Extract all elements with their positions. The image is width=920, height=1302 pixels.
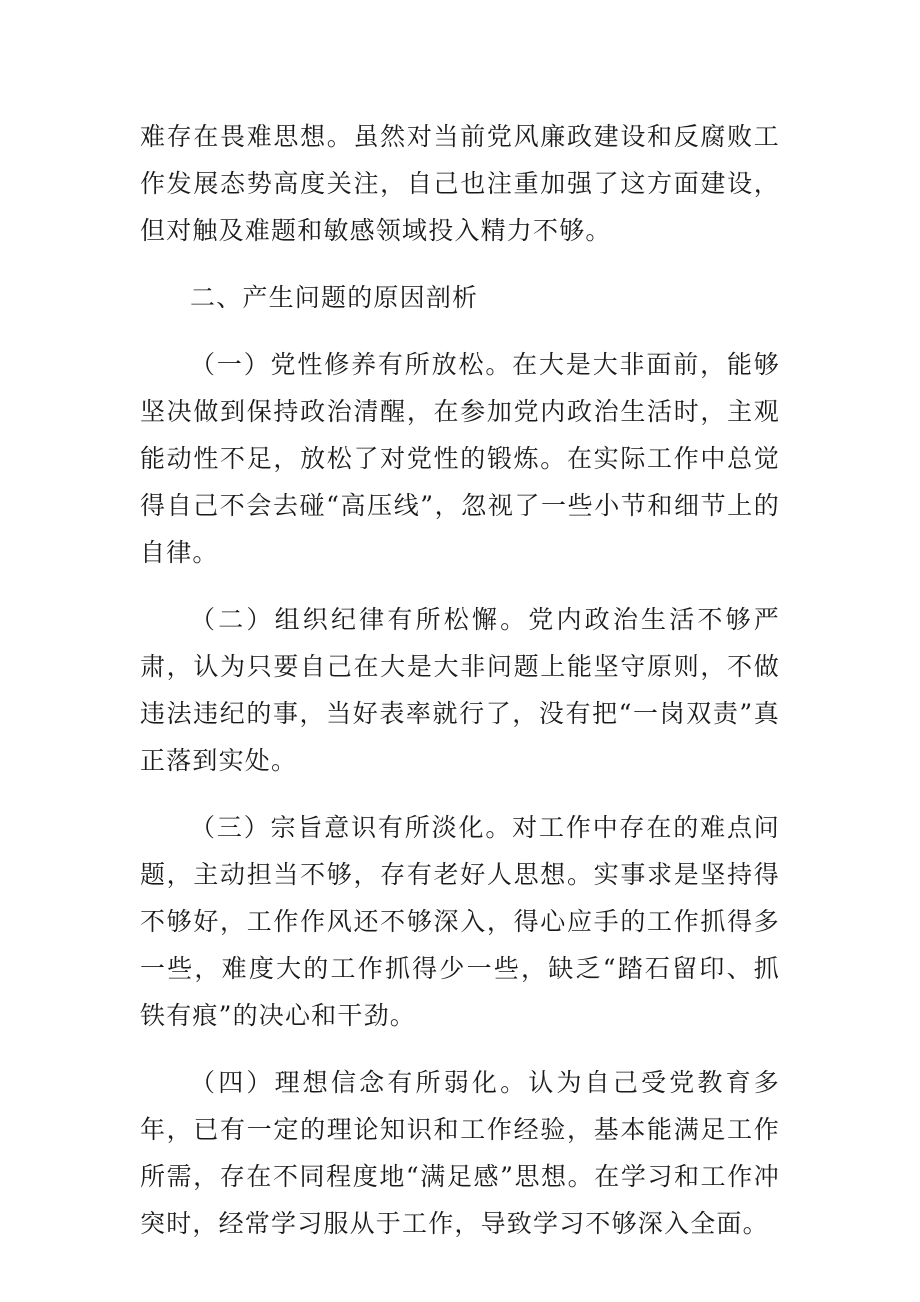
paragraph-discipline: （二）组织纪律有所松懈。党内政治生活不够严肃，认为只要自己在大是大非问题上能坚守原则，不做违法违纪的事，当好表率就行了，没有把“一岗双责”真正落到实处。 [140,605,780,775]
paragraph-ideals: （四）理想信念有所弱化。认为自己受党教育多年，已有一定的理论知识和工作经验，基本能满足工作所需，存在不同程度地“满足感”思想。在学习和工作冲突时，经常学习服从于工作，导致学习不够深入全面。 [140,1068,780,1238]
paragraph-party-spirit: （一）党性修养有所放松。在大是大非面前，能够坚决做到保持政治清醒，在参加党内政治生活时，主观能动性不足，放松了对党性的锻炼。在实际工作中总觉得自己不会去碰“高压线”，忽视了一些小节和细节上的自律。 [140,350,780,567]
section-heading: 二、产生问题的原因剖析 [190,283,479,312]
paragraph-continuation: 难存在畏难思想。虽然对当前党风廉政建设和反腐败工作发展态势高度关注，自己也注重加强了这方面建设，但对触及难题和敏感领域投入精力不够。 [140,122,780,245]
document-body [140,113,780,1267]
paragraph-purpose: （三）宗旨意识有所淡化。对工作中存在的难点问题，主动担当不够，存有老好人思想。实事求是坚持得不够好，工作作风还不够深入，得心应手的工作抓得多一些，难度大的工作抓得少一些，缺乏“踏石留印、抓铁有痕”的决心和干劲。 [140,813,780,1030]
